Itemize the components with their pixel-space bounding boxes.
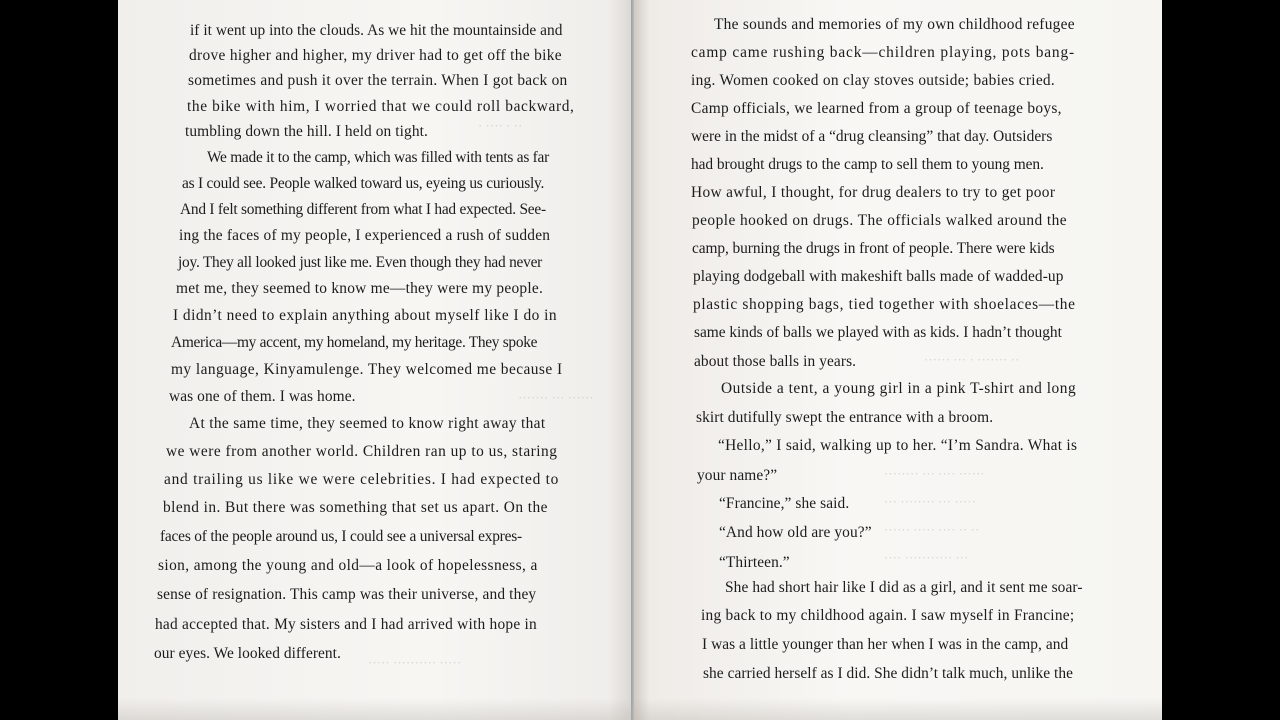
right-page — [634, 0, 1162, 720]
text-line: Outside a tent, a young girl in a pink T-shirt and long — [721, 380, 1077, 397]
book-spread — [118, 0, 1162, 720]
text-line: had accepted that. My sisters and I had arrived with hope in — [155, 616, 537, 633]
text-line: ing the faces of my people, I experienced a rush of sudden — [179, 227, 551, 244]
text-line: We made it to the camp, which was filled with tents as far — [207, 149, 549, 166]
text-line: Camp officials, we learned from a group of teenage boys, — [691, 100, 1062, 117]
text-line: camp, burning the drugs in front of people. There were kids — [692, 240, 1055, 257]
text-line: “And how old are you?” — [719, 524, 872, 541]
show-through-text: ······ ··· ······· — [518, 390, 594, 405]
text-line: ing back to my childhood again. I saw myself in Francine; — [701, 607, 1075, 624]
text-line: At the same time, they seemed to know right away that — [189, 415, 546, 432]
text-line: “Hello,” I said, walking up to her. “I’m Sandra. What is — [718, 437, 1078, 454]
text-line: And I felt something different from what I had expected. See- — [180, 201, 546, 218]
show-through-text: ······ ···· ··· ········ — [884, 466, 985, 481]
text-line: playing dodgeball with makeshift balls made of wadded-up — [693, 268, 1064, 285]
text-line: if it went up into the clouds. As we hit the mountainside and — [190, 22, 563, 39]
text-line: skirt dutifully swept the entrance with a broom. — [696, 409, 994, 426]
text-line: our eyes. We looked different. — [154, 645, 341, 662]
text-line: as I could see. People walked toward us, eyeing us curiously. — [182, 175, 545, 192]
text-line: sometimes and push it over the terrain. When I got back on — [188, 72, 568, 89]
show-through-text: ·· ······· · ··· ······ — [924, 352, 1020, 367]
text-line: met me, they seemed to know me—they were my people. — [176, 280, 544, 297]
page-shadow — [118, 698, 1162, 720]
text-line: had brought drugs to the camp to sell them to young men. — [691, 156, 1044, 173]
text-line: my language, Kinyamulenge. They welcomed me because I — [171, 361, 563, 378]
text-line: She had short hair like I did as a girl, and it sent me soar- — [725, 579, 1083, 596]
text-line: I didn’t need to explain anything about myself like I do in — [173, 307, 558, 324]
text-line: blend in. But there was something that set us apart. On the — [163, 499, 548, 516]
text-line: sense of resignation. This camp was their universe, and they — [157, 586, 537, 603]
text-line: I was a little younger than her when I was in the camp, and — [702, 636, 1069, 653]
show-through-text: ·· · ···· · — [478, 118, 523, 133]
text-line: she carried herself as I did. She didn’t talk much, unlike the — [703, 665, 1073, 682]
text-line: How awful, I thought, for drug dealers to try to get poor — [691, 184, 1056, 201]
show-through-text: ····· ··· ········ ··· — [884, 494, 977, 509]
text-line: was one of them. I was home. — [169, 388, 356, 405]
text-line: ing. Women cooked on clay stoves outside; babies cried. — [691, 72, 1056, 89]
show-through-text: ··· ··········· ···· — [884, 550, 969, 565]
text-line: faces of the people around us, I could see a universal expres- — [160, 528, 522, 545]
text-line: camp came rushing back—children playing, pots bang- — [691, 44, 1075, 61]
text-line: plastic shopping bags, tied together with shoelaces—the — [693, 296, 1076, 313]
text-line: we were from another world. Children ran up to us, staring — [166, 443, 558, 460]
text-line: tumbling down the hill. I held on tight. — [185, 123, 428, 140]
text-line: “Thirteen.” — [719, 554, 790, 571]
text-line: your name?” — [697, 467, 778, 484]
text-line: joy. They all looked just like me. Even though they had never — [178, 254, 543, 271]
show-through-text: ·· ·· ···· ····· ······ — [884, 522, 980, 537]
text-line: and trailing us like we were celebrities. I had expected to — [164, 471, 560, 488]
show-through-text: ····· ·········· ····· — [368, 655, 462, 670]
text-line: sion, among the young and old—a look of hopelessness, a — [158, 557, 538, 574]
text-line: the bike with him, I worried that we could roll backward, — [187, 98, 575, 115]
text-line: “Francine,” she said. — [719, 495, 850, 512]
text-line: about those balls in years. — [694, 353, 857, 370]
text-line: same kinds of balls we played with as kids. I hadn’t thought — [694, 324, 1062, 341]
text-line: America—my accent, my homeland, my heritage. They spoke — [171, 334, 538, 351]
left-page — [118, 0, 634, 720]
text-line: drove higher and higher, my driver had to get off the bike — [189, 47, 562, 64]
text-line: people hooked on drugs. The officials walked around the — [692, 212, 1068, 229]
text-line: were in the midst of a “drug cleansing” that day. Outsiders — [691, 128, 1053, 145]
text-line: The sounds and memories of my own childhood refugee — [714, 16, 1075, 33]
